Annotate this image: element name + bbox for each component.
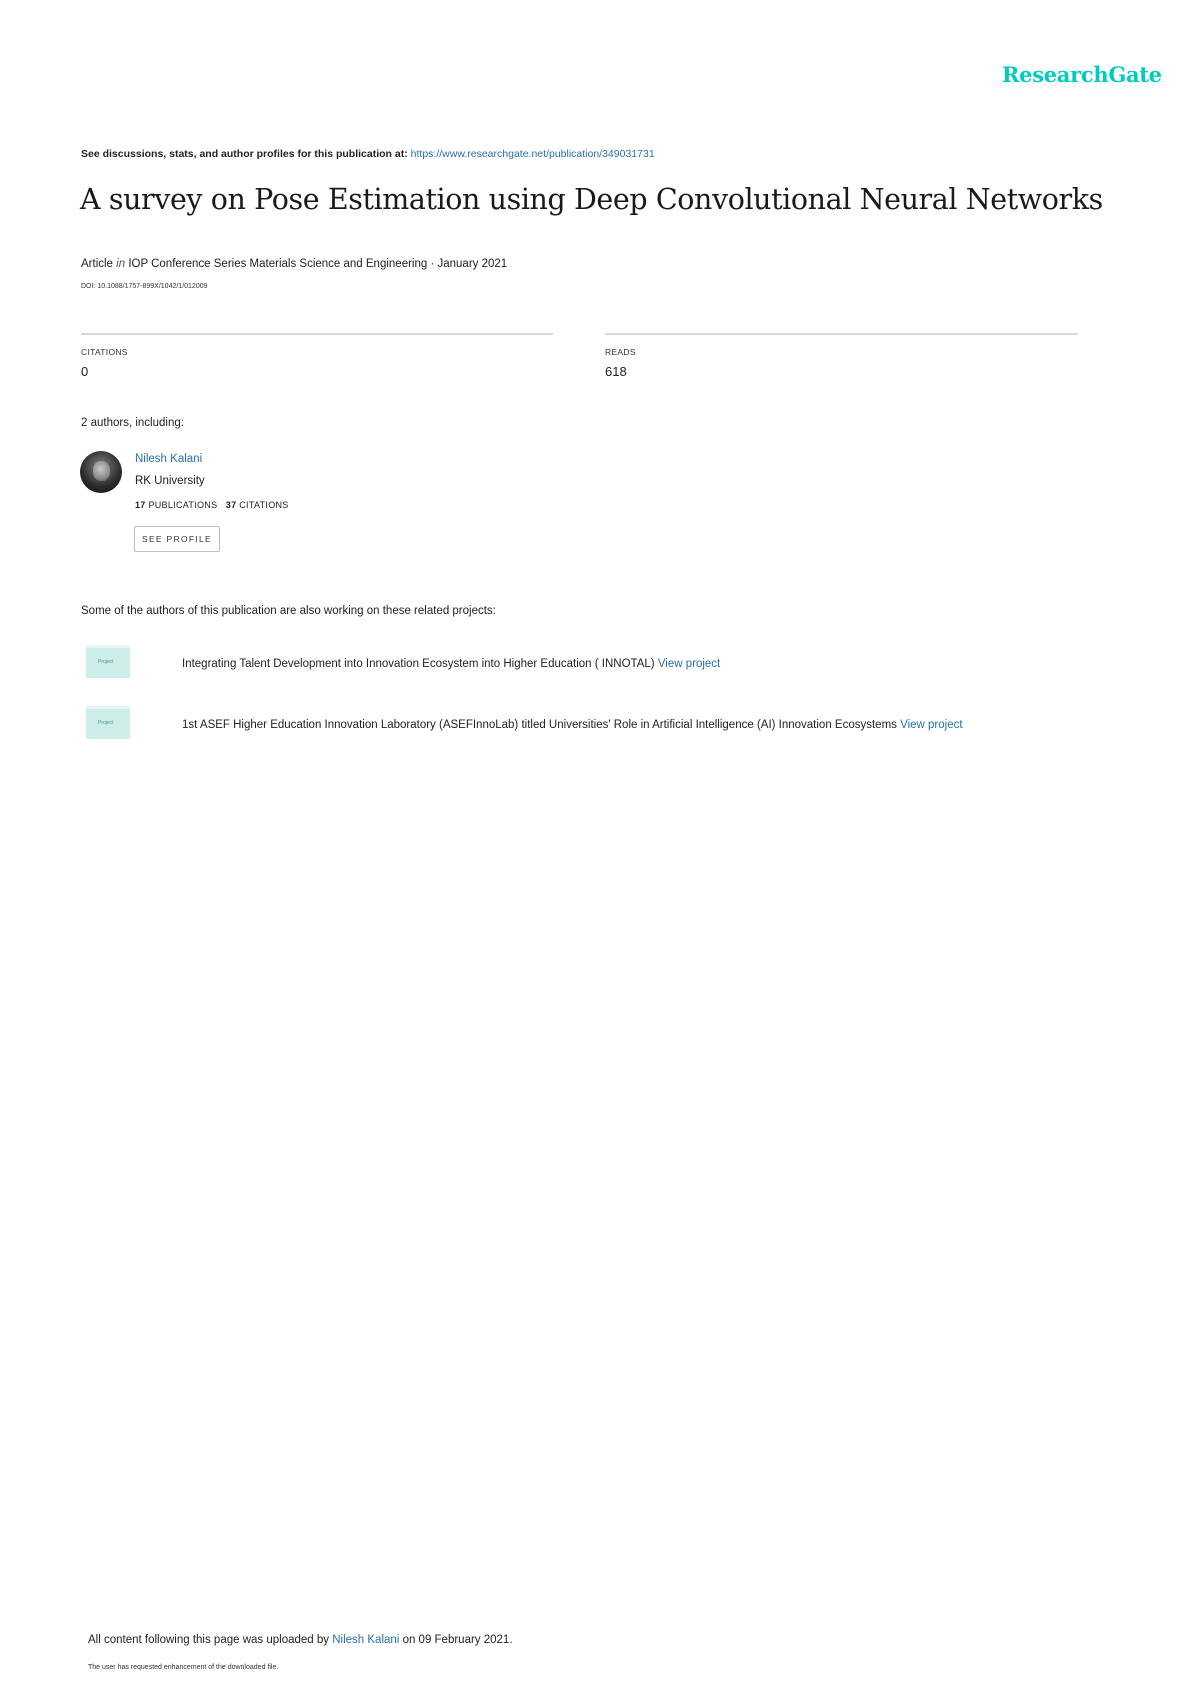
- reads-value: 618: [605, 364, 627, 379]
- author-stats: [135, 500, 289, 510]
- citations-divider: [81, 333, 553, 335]
- publication-title: A survey on Pose Estimation using Deep Convolutional Neural Networks: [80, 183, 1103, 216]
- reads-divider: [605, 333, 1078, 335]
- view-project-link[interactable]: View project: [657, 658, 721, 670]
- upload-info: [88, 1634, 513, 1646]
- uploader-link[interactable]: Nilesh Kalani: [332, 1634, 400, 1646]
- see-profile-button[interactable]: SEE PROFILE: [134, 526, 220, 552]
- upload-prefix: All content following this page was uploaded by: [88, 1634, 330, 1646]
- see-discussions-text: See discussions, stats, and author profiles for this publication at:: [81, 148, 408, 160]
- publication-meta: [81, 258, 507, 270]
- author-avatar[interactable]: [80, 451, 122, 493]
- projects-heading: Some of the authors of this publication are also working on these related projects:: [81, 605, 496, 617]
- project-title: 1st ASEF Higher Education Innovation Laboratory (ASEFInnoLab) titled Universities' Role in Artificial Intelligence (AI) Innovation Ecosystems: [182, 719, 897, 731]
- in-label: in: [116, 258, 126, 270]
- publication-type: Article: [81, 258, 113, 270]
- authors-heading: 2 authors, including:: [81, 417, 184, 429]
- researchgate-logo[interactable]: ResearchGate: [1002, 62, 1162, 87]
- author-name-link[interactable]: Nilesh Kalani: [135, 453, 203, 465]
- publication-doi: DOI: 10.1088/1757-899X/1042/1/012009: [81, 283, 208, 290]
- author-publications-count: 17: [135, 500, 146, 510]
- citations-label: CITATIONS: [81, 347, 128, 357]
- project-item: [182, 658, 720, 670]
- project-folder-icon: [86, 706, 130, 739]
- author-citations-count: 37: [225, 500, 237, 510]
- project-icon-label: Project: [98, 720, 114, 726]
- publication-link-line: [81, 148, 655, 160]
- author-citations-label: CITATIONS: [239, 500, 289, 510]
- project-title: Integrating Talent Development into Innovation Ecosystem into Higher Education ( INNOTAL): [182, 658, 655, 670]
- project-folder-icon: [86, 645, 130, 678]
- reads-label: READS: [605, 347, 636, 357]
- enhancement-note: The user has requested enhancement of the downloaded file.: [88, 1664, 279, 1671]
- project-icon-label: Project: [98, 659, 114, 665]
- upload-suffix: on 09 February 2021.: [402, 1634, 513, 1646]
- publication-venue-date: IOP Conference Series Materials Science and Engineering · January 2021: [128, 258, 508, 270]
- author-institution: RK University: [135, 475, 205, 487]
- author-publications-label: PUBLICATIONS: [148, 500, 218, 510]
- project-item: [182, 719, 963, 731]
- view-project-link[interactable]: View project: [900, 719, 963, 731]
- citations-value: 0: [81, 364, 89, 379]
- avatar-face-shape: [93, 461, 110, 481]
- publication-url-link[interactable]: https://www.researchgate.net/publication/349031731: [410, 148, 655, 160]
